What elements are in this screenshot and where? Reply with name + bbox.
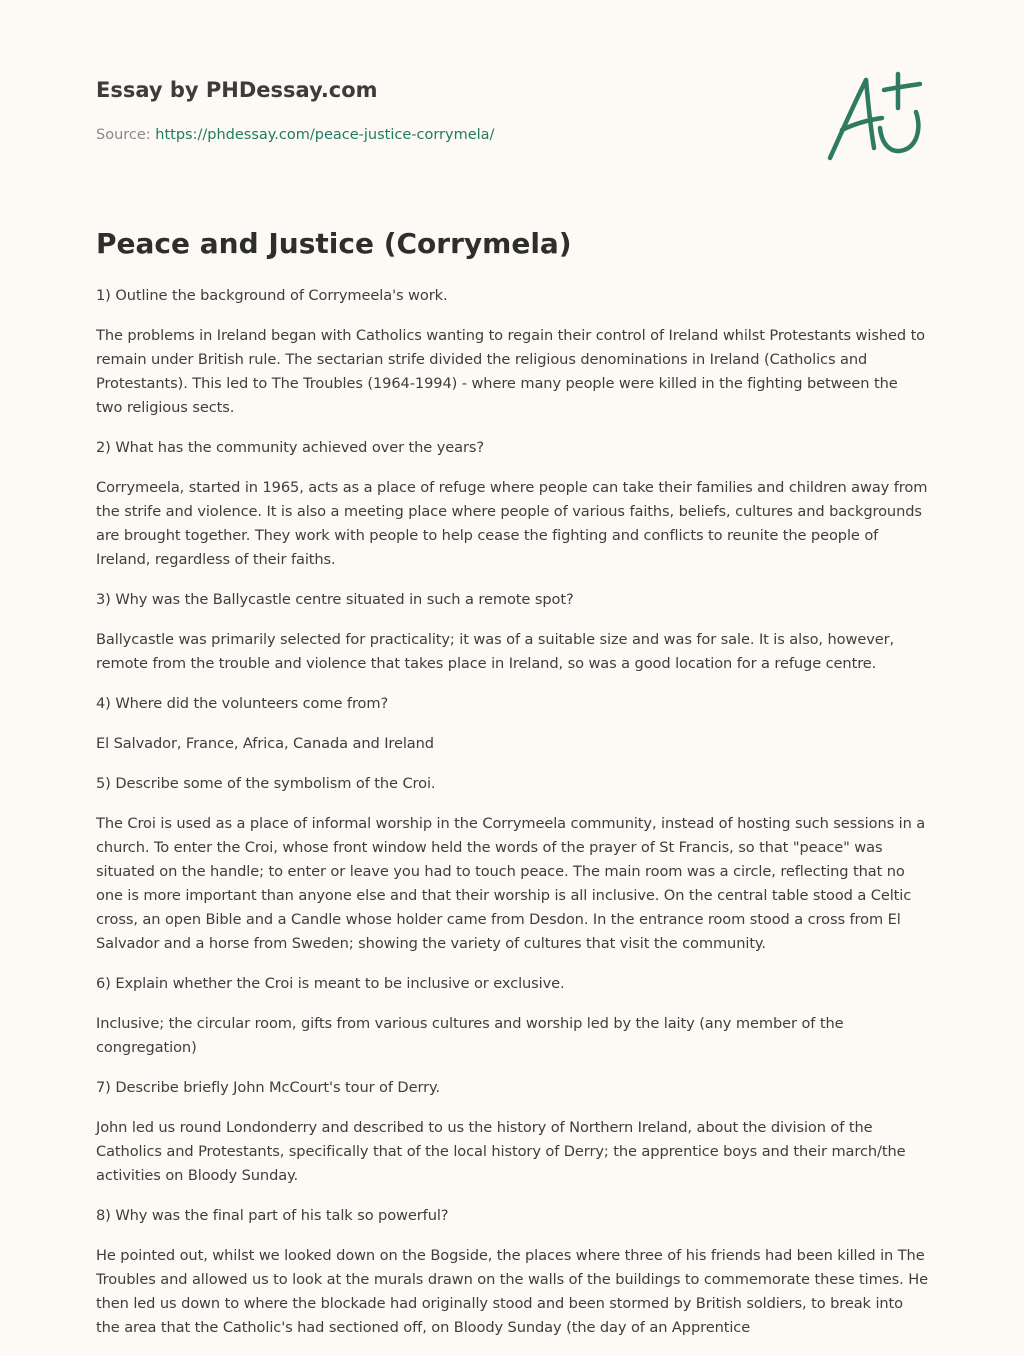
essay-paragraph: 2) What has the community achieved over the years?: [96, 439, 485, 456]
source-link[interactable]: https://phdessay.com/peace-justice-corrymela/: [155, 127, 495, 143]
essay-paragraph: Corrymeela, started in 1965, acts as a place of refuge where people can take their families and children away from the strife and violence. It is also a meeting place where people of various faiths, beliefs, cultures and backgrounds are brought together. They work with people to help cease the fighting and conflicts to reunite the people of Ireland, regardless of their faiths.: [96, 479, 928, 568]
essay-title: Peace and Justice (Corrymela): [96, 227, 572, 260]
essay-paragraph: 8) Why was the final part of his talk so powerful?: [96, 1207, 449, 1224]
essay-paragraph: John led us round Londonderry and described to us the history of Northern Ireland, about the division of the Catholics and Protestants, specifically that of the local history of Derry; the apprentice boys and their march/the activities on Bloody Sunday.: [96, 1119, 906, 1184]
essay-paragraph: Inclusive; the circular room, gifts from various cultures and worship led by the laity (any member of the congregation): [96, 1015, 844, 1056]
essay-paragraph: 7) Describe briefly John McCourt's tour of Derry.: [96, 1079, 440, 1096]
source-line: [96, 124, 796, 146]
essay-paragraph: The problems in Ireland began with Catholics wanting to regain their control of Ireland whilst Protestants wished to remain under British rule. The sectarian strife divided the religious denominations in Ireland (Catholics and Protestants). This led to The Troubles (1964-1994) - where many people were killed in the fighting between the two religious sects.: [96, 327, 926, 416]
site-title: Essay by PHDessay.com: [96, 78, 378, 102]
essay-body: [96, 284, 928, 1356]
essay-paragraph: 5) Describe some of the symbolism of the Croi.: [96, 775, 436, 792]
source-label: Source:: [96, 127, 156, 143]
essay-paragraph: 3) Why was the Ballycastle centre situated in such a remote spot?: [96, 591, 574, 608]
essay-paragraph: El Salvador, France, Africa, Canada and Ireland: [96, 735, 434, 752]
page-header: [96, 74, 796, 146]
essay-paragraph: 6) Explain whether the Croi is meant to be inclusive or exclusive.: [96, 975, 565, 992]
essay-paragraph: Ballycastle was primarily selected for practicality; it was of a suitable size and was for sale. It is also, however, remote from the trouble and violence that takes place in Ireland, so was a good location for a refuge centre.: [96, 631, 895, 672]
essay-paragraph: The Croi is used as a place of informal worship in the Corrymeela community, instead of hosting such sessions in a church. To enter the Croi, whose front window held the words of the prayer of St Francis, so that "peace" was situated on the handle; to enter or leave you had to touch peace. The main room was a circle, reflecting that no one is more important than anyone else and that their worship is all inclusive. On the central table stood a Celtic cross, an open Bible and a Candle whose holder came from Desdon. In the entrance room stood a cross from El Salvador and a horse from Sweden; showing the variety of cultures that visit the community.: [96, 815, 926, 952]
essay-paragraph: 4) Where did the volunteers come from?: [96, 695, 389, 712]
essay-paragraph: He pointed out, whilst we looked down on the Bogside, the places where three of his friends had been killed in The Troubles and allowed us to look at the murals drawn on the walls of the buildings to commemorate these times. He then led us down to where the blockade had originally stood and been stormed by British soldiers, to break into the area that the Catholic's had sectioned off, on Bloody Sunday (the day of an Apprentice: [96, 1247, 928, 1336]
a-plus-logo-icon: [818, 66, 930, 166]
essay-paragraph: 1) Outline the background of Corrymeela's work.: [96, 287, 448, 304]
